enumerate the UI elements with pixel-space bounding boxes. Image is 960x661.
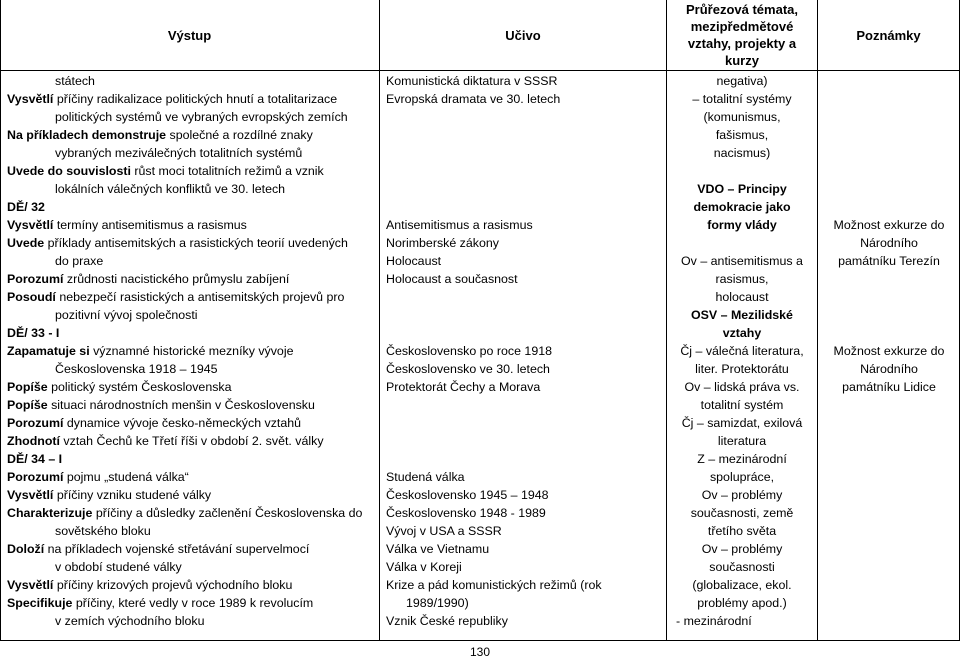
topic-line: holocaust: [715, 290, 769, 304]
topic-line: Ov – problémy: [701, 542, 783, 556]
text-line: Popíše situaci národnostních menšin v Československu: [7, 398, 315, 412]
section-code: DĚ/ 33 - I: [7, 326, 60, 340]
topic-line: (globalizace, ekol.: [692, 578, 792, 592]
curriculum-item: Vznik České republiky: [386, 614, 508, 628]
ucivo-column: [386, 72, 664, 630]
curriculum-item: Krize a pád komunistických režimů (rok: [386, 578, 602, 592]
text-line: Zapamatuje si významné historické mezníky vývoje: [7, 344, 294, 358]
curriculum-item: Evropská dramata ve 30. letech: [386, 92, 561, 106]
text-line: vybraných meziválečných totalitních systémů: [55, 146, 303, 160]
text-line: Porozumí dynamice vývoje česko-německých vztahů: [7, 416, 302, 430]
topic-line: totalitní systém: [700, 398, 784, 412]
note-line: památníku Terezín: [838, 254, 940, 268]
text-line: Vysvětlí příčiny radikalizace politických hnutí a totalitarizace: [7, 92, 338, 106]
text-line: Zhodnotí vztah Čechů ke Třetí říši v období 2. svět. války: [7, 434, 324, 448]
curriculum-item: Holocaust: [386, 254, 442, 268]
text-line: Charakterizuje příčiny a důsledky začlenění Československa do: [7, 506, 363, 520]
topic-line: literatura: [717, 434, 767, 448]
text-line: Porozumí zrůdnosti nacistického průmyslu zabíjení: [7, 272, 290, 286]
topic-line: - mezinárodní: [676, 614, 752, 628]
text-line: sovětského bloku: [55, 524, 151, 538]
curriculum-item: Československo ve 30. letech: [386, 362, 550, 376]
text-line: státech: [55, 74, 95, 88]
note-line: Možnost exkurze do: [833, 218, 945, 232]
topic-line: spolupráce,: [709, 470, 775, 484]
curriculum-item: Vývoj v USA a SSSR: [386, 524, 502, 538]
column-divider-1: [379, 0, 380, 640]
text-line: Doloží na příkladech vojenské střetávání supervelmocí: [7, 542, 310, 556]
text-line: Specifikuje příčiny, které vedly v roce 1989 k revolucím: [7, 596, 314, 610]
header-temata: Průřezová témata, mezipředmětové vztahy, projekty a kurzy: [686, 2, 798, 68]
text-line: lokálních válečných konfliktů ve 30. letech: [55, 182, 286, 196]
topic-line: rasismus,: [715, 272, 769, 286]
curriculum-item: Československo 1945 – 1948: [386, 488, 549, 502]
text-line: Uvede do souvislosti růst moci totalitních režimů a vznik: [7, 164, 324, 178]
curriculum-item: Studená válka: [386, 470, 465, 484]
header-vystup: Výstup: [167, 27, 212, 43]
curriculum-item: Antisemitismus a rasismus: [386, 218, 533, 232]
topic-line: (komunismus,: [703, 110, 781, 124]
curriculum-item: Holocaust a současnost: [386, 272, 518, 286]
header-ucivo: Učivo: [505, 27, 541, 43]
text-line: Vysvětlí příčiny krizových projevů východního bloku: [7, 578, 293, 592]
topic-line: Čj – samizdat, exilová: [681, 416, 803, 430]
column-divider-2: [666, 0, 667, 640]
vystup-column: [7, 72, 377, 630]
topic-line: Ov – problémy: [701, 488, 783, 502]
note-line: Možnost exkurze do: [833, 344, 945, 358]
text-line: Vysvětlí příčiny vzniku studené války: [7, 488, 212, 502]
curriculum-item: Komunistická diktatura v SSSR: [386, 74, 558, 88]
note-line: památníku Lidice: [842, 380, 936, 394]
temata-column: [668, 72, 816, 630]
topic-line: nacismus): [713, 146, 771, 160]
topic-line: negativa): [716, 74, 768, 88]
topic-line: fašismus,: [715, 128, 769, 142]
curriculum-item: Válka ve Vietnamu: [386, 542, 490, 556]
topic-line: současnosti: [709, 560, 775, 574]
text-line: Posoudí nebezpečí rasistických a antisemitských projevů pro: [7, 290, 345, 304]
topic-heading: formy vlády: [707, 218, 777, 232]
text-line: Popíše politický systém Československa: [7, 380, 232, 394]
text-line: Vysvětlí termíny antisemitismus a rasismus: [7, 218, 247, 232]
topic-line: současnosti, země: [690, 506, 794, 520]
note-line: Národního: [860, 236, 918, 250]
topic-heading: demokracie jako: [693, 200, 791, 214]
header-bottom-rule: [0, 70, 960, 71]
column-divider-3: [817, 0, 818, 640]
text-line: v období studené války: [55, 560, 182, 574]
topic-heading: VDO – Principy: [697, 182, 787, 196]
text-line: pozitivní vývoj společnosti: [55, 308, 198, 322]
text-line: Na příkladech demonstruje společné a rozdílné znaky: [7, 128, 313, 142]
topic-line: Z – mezinárodní: [697, 452, 787, 466]
topic-line: – totalitní systémy: [692, 92, 792, 106]
topic-line: Čj – válečná literatura,: [680, 344, 804, 358]
text-line: do praxe: [55, 254, 104, 268]
topic-line: Ov – lidská práva vs.: [684, 380, 800, 394]
note-line: Národního: [860, 362, 918, 376]
curriculum-item: Československo po roce 1918: [386, 344, 552, 358]
header-poznamky: Poznámky: [856, 27, 921, 43]
page-number: 130: [469, 645, 491, 659]
table-border-left: [0, 0, 1, 640]
topic-heading: vztahy: [722, 326, 762, 340]
table-bottom-rule: [0, 640, 960, 641]
topic-line: Ov – antisemitismus a: [681, 254, 803, 268]
curriculum-item: Protektorát Čechy a Morava: [386, 380, 541, 394]
text-line: politických systémů ve vybraných evropských zemích: [55, 110, 348, 124]
curriculum-item: Československo 1948 - 1989: [386, 506, 546, 520]
poznamky-column: [819, 72, 959, 396]
curriculum-item: Norimberské zákony: [386, 236, 499, 250]
text-line: Uvede příklady antisemitských a rasistických teorií uvedených: [7, 236, 348, 250]
topic-line: liter. Protektorátu: [695, 362, 789, 376]
topic-line: problémy apod.): [697, 596, 787, 610]
text-line: Československa 1918 – 1945: [55, 362, 218, 376]
text-line: Porozumí pojmu „studená válka“: [7, 470, 189, 484]
topic-heading: OSV – Mezilidské: [691, 308, 793, 322]
section-code: DĚ/ 32: [7, 200, 45, 214]
topic-line: třetího světa: [707, 524, 777, 538]
section-code: DĚ/ 34 – I: [7, 452, 63, 466]
curriculum-item: 1989/1990): [406, 596, 469, 610]
text-line: v zemích východního bloku: [55, 614, 205, 628]
curriculum-item: Válka v Koreji: [386, 560, 462, 574]
